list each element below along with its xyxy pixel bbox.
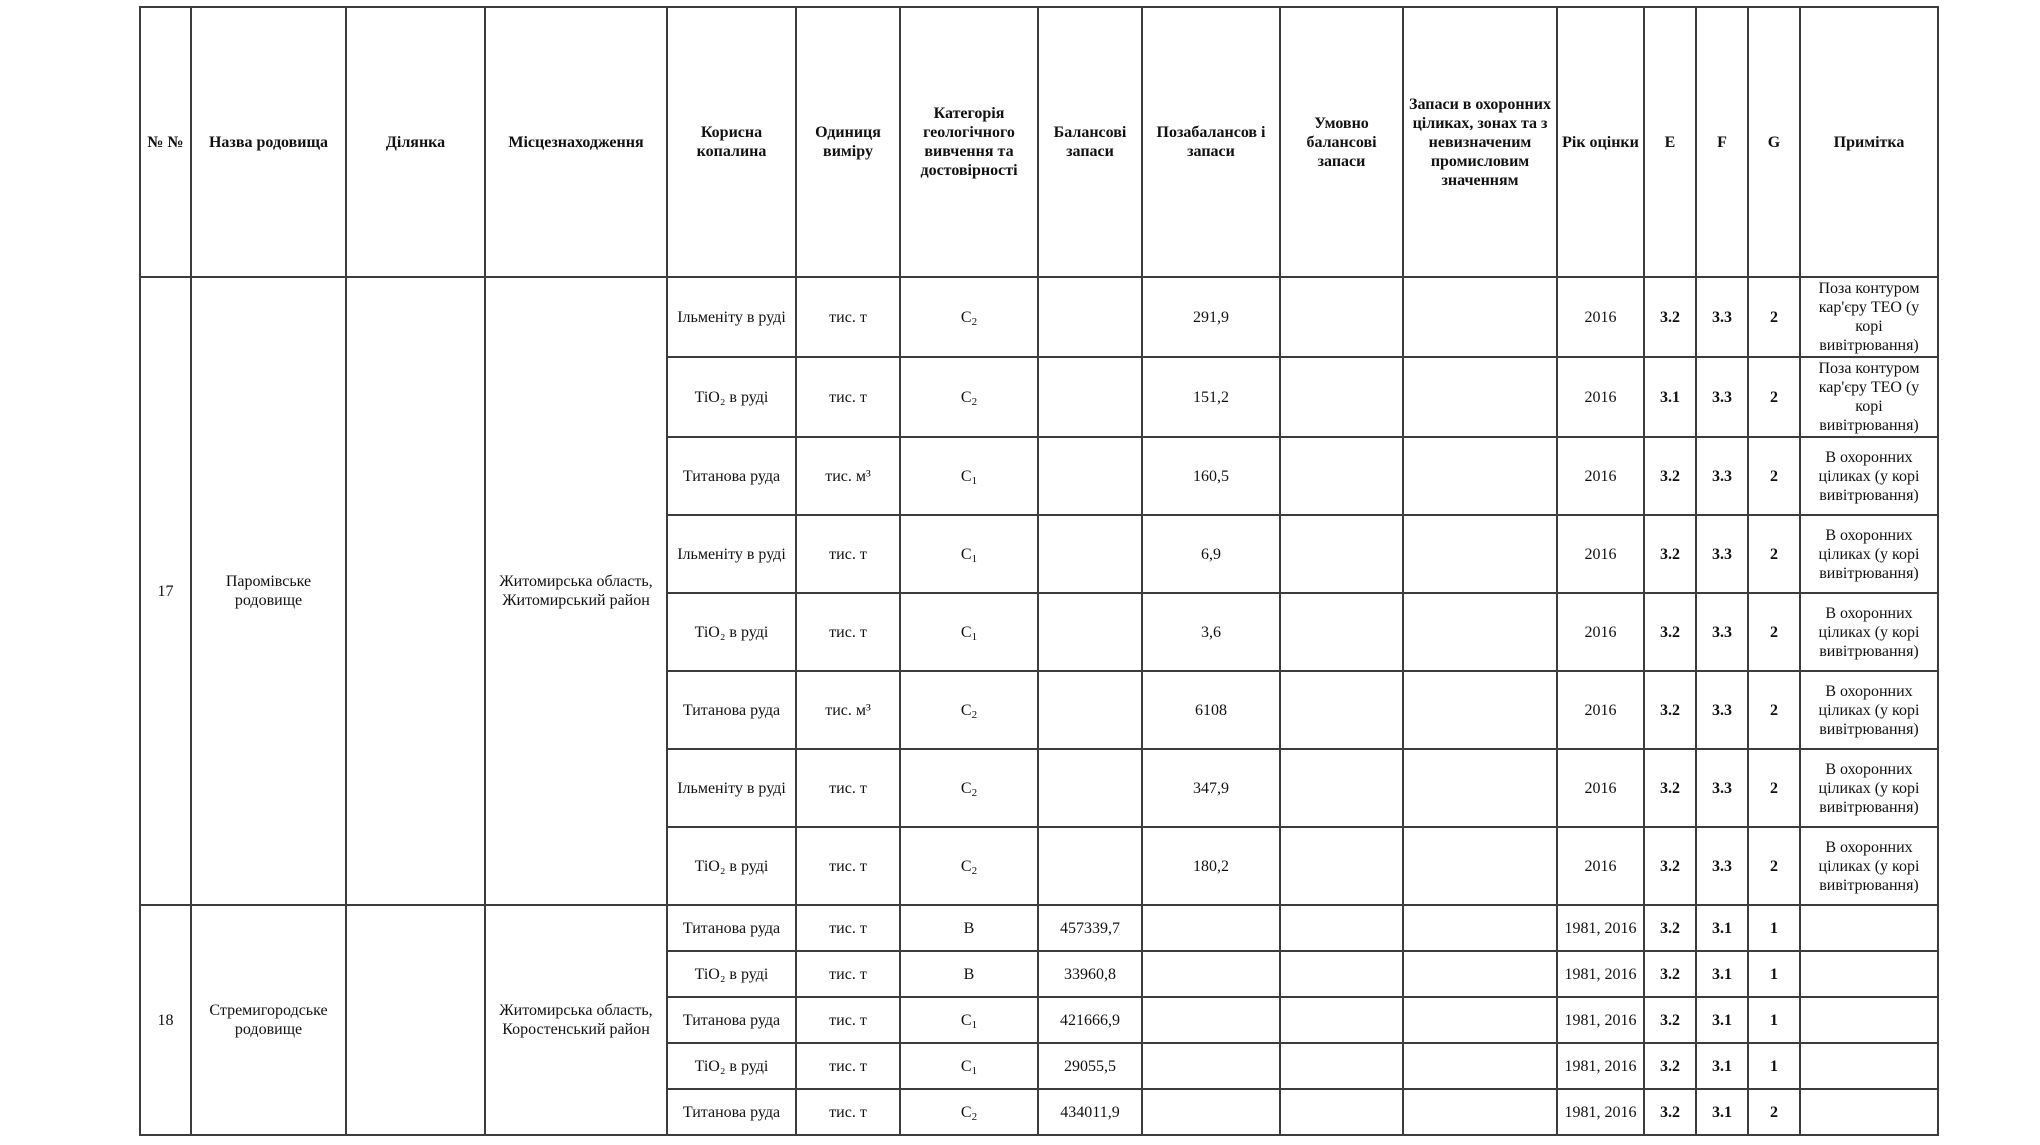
protected-cell <box>1403 905 1557 951</box>
header-unit: Одиниця виміру <box>796 7 900 277</box>
mineral-cell: Титанова руда <box>667 671 796 749</box>
category-letter: C <box>960 1103 972 1121</box>
e-cell: 3.2 <box>1644 951 1696 997</box>
reserves-table <box>139 6 1939 1136</box>
deposit-section <box>346 277 485 905</box>
mineral-cell: Титанова руда <box>667 905 796 951</box>
year-cell: 2016 <box>1557 515 1644 593</box>
g-cell: 2 <box>1748 515 1800 593</box>
e-cell: 3.2 <box>1644 749 1696 827</box>
header-mineral: Корисна копалина <box>667 7 796 277</box>
category-index: 2 <box>971 708 978 721</box>
off-balance-cell: 347,9 <box>1142 749 1280 827</box>
deposit-number: 17 <box>140 277 191 905</box>
protected-cell <box>1403 827 1557 905</box>
unit-cell: тис. т <box>796 593 900 671</box>
table-header <box>140 7 1938 277</box>
note-cell <box>1800 997 1938 1043</box>
note-cell <box>1800 1043 1938 1089</box>
g-cell: 1 <box>1748 997 1800 1043</box>
e-cell: 3.1 <box>1644 357 1696 437</box>
f-cell: 3.1 <box>1696 951 1748 997</box>
off-balance-cell: 180,2 <box>1142 827 1280 905</box>
off-balance-cell: 160,5 <box>1142 437 1280 515</box>
year-cell: 1981, 2016 <box>1557 997 1644 1043</box>
category-letter: B <box>963 965 975 983</box>
year-cell: 1981, 2016 <box>1557 1043 1644 1089</box>
category-cell <box>900 593 1038 671</box>
category-cell <box>900 749 1038 827</box>
category-letter: C <box>960 779 972 797</box>
balance-cell <box>1038 277 1142 357</box>
f-cell: 3.3 <box>1696 593 1748 671</box>
off-balance-cell <box>1142 905 1280 951</box>
mineral-cell: TiO₂ в руді <box>667 827 796 905</box>
conditional-cell <box>1280 749 1403 827</box>
unit-cell: тис. т <box>796 905 900 951</box>
off-balance-cell: 291,9 <box>1142 277 1280 357</box>
protected-cell <box>1403 515 1557 593</box>
category-letter: C <box>960 1011 972 1029</box>
header-row <box>140 7 1938 277</box>
protected-cell <box>1403 277 1557 357</box>
table-body <box>140 277 1938 1135</box>
header-no: № № <box>140 7 191 277</box>
unit-cell: тис. м³ <box>796 437 900 515</box>
category-index: 2 <box>971 864 978 877</box>
f-cell: 3.1 <box>1696 905 1748 951</box>
note-cell: В охоронних ціликах (у корі вивітрювання) <box>1800 671 1938 749</box>
note-cell: Поза контуром кар'єру ТЕО (у корі вивітрювання) <box>1800 277 1938 357</box>
note-cell: В охоронних ціликах (у корі вивітрювання) <box>1800 749 1938 827</box>
off-balance-cell: 6108 <box>1142 671 1280 749</box>
table-row <box>140 905 1938 951</box>
category-cell <box>900 1089 1038 1135</box>
unit-cell: тис. т <box>796 951 900 997</box>
category-letter: C <box>960 308 972 326</box>
unit-cell: тис. т <box>796 827 900 905</box>
category-cell <box>900 905 1038 951</box>
e-cell: 3.2 <box>1644 1089 1696 1135</box>
note-cell <box>1800 951 1938 997</box>
protected-cell <box>1403 951 1557 997</box>
g-cell: 2 <box>1748 437 1800 515</box>
category-letter: C <box>960 623 972 641</box>
mineral-cell: Титанова руда <box>667 1089 796 1135</box>
category-letter: B <box>963 919 975 937</box>
deposit-location: Житомирська область, Житомирський район <box>485 277 667 905</box>
balance-cell <box>1038 515 1142 593</box>
category-cell <box>900 997 1038 1043</box>
mineral-cell: TiO₂ в руді <box>667 951 796 997</box>
category-cell <box>900 277 1038 357</box>
category-index: 2 <box>971 786 978 799</box>
year-cell: 2016 <box>1557 277 1644 357</box>
mineral-cell: Титанова руда <box>667 437 796 515</box>
conditional-cell <box>1280 671 1403 749</box>
conditional-cell <box>1280 827 1403 905</box>
header-balance: Балансові запаси <box>1038 7 1142 277</box>
category-letter: C <box>960 467 972 485</box>
balance-cell <box>1038 827 1142 905</box>
protected-cell <box>1403 357 1557 437</box>
e-cell: 3.2 <box>1644 905 1696 951</box>
header-g: G <box>1748 7 1800 277</box>
protected-cell <box>1403 1089 1557 1135</box>
balance-cell <box>1038 437 1142 515</box>
g-cell: 2 <box>1748 1089 1800 1135</box>
e-cell: 3.2 <box>1644 515 1696 593</box>
deposit-name: Стремигородське родовище <box>191 905 346 1135</box>
f-cell: 3.3 <box>1696 515 1748 593</box>
header-f: F <box>1696 7 1748 277</box>
f-cell: 3.3 <box>1696 277 1748 357</box>
conditional-cell <box>1280 905 1403 951</box>
note-cell: В охоронних ціликах (у корі вивітрювання) <box>1800 515 1938 593</box>
f-cell: 3.1 <box>1696 997 1748 1043</box>
year-cell: 2016 <box>1557 749 1644 827</box>
mineral-cell: Ільменіту в руді <box>667 515 796 593</box>
conditional-cell <box>1280 515 1403 593</box>
unit-cell: тис. т <box>796 749 900 827</box>
category-cell <box>900 671 1038 749</box>
mineral-cell: Титанова руда <box>667 997 796 1043</box>
category-cell <box>900 357 1038 437</box>
year-cell: 2016 <box>1557 827 1644 905</box>
g-cell: 1 <box>1748 905 1800 951</box>
conditional-cell <box>1280 1089 1403 1135</box>
balance-cell: 434011,9 <box>1038 1089 1142 1135</box>
deposit-location: Житомирська область, Коростенський район <box>485 905 667 1135</box>
protected-cell <box>1403 671 1557 749</box>
header-location: Місцезнаходження <box>485 7 667 277</box>
e-cell: 3.2 <box>1644 827 1696 905</box>
g-cell: 2 <box>1748 277 1800 357</box>
conditional-cell <box>1280 437 1403 515</box>
balance-cell <box>1038 593 1142 671</box>
category-index: 1 <box>971 630 978 643</box>
off-balance-cell: 6,9 <box>1142 515 1280 593</box>
g-cell: 2 <box>1748 671 1800 749</box>
balance-cell <box>1038 357 1142 437</box>
note-cell <box>1800 905 1938 951</box>
note-cell: В охоронних ціликах (у корі вивітрювання) <box>1800 827 1938 905</box>
year-cell: 2016 <box>1557 593 1644 671</box>
unit-cell: тис. т <box>796 997 900 1043</box>
g-cell: 1 <box>1748 1043 1800 1089</box>
off-balance-cell <box>1142 951 1280 997</box>
deposit-name: Паромівське родовище <box>191 277 346 905</box>
balance-cell <box>1038 749 1142 827</box>
header-section: Ділянка <box>346 7 485 277</box>
header-conditional: Умовно балансові запаси <box>1280 7 1403 277</box>
off-balance-cell <box>1142 997 1280 1043</box>
category-index: 2 <box>971 395 978 408</box>
off-balance-cell <box>1142 1089 1280 1135</box>
protected-cell <box>1403 593 1557 671</box>
protected-cell <box>1403 437 1557 515</box>
note-cell <box>1800 1089 1938 1135</box>
e-cell: 3.2 <box>1644 437 1696 515</box>
category-letter: C <box>960 545 972 563</box>
category-letter: C <box>960 1057 972 1075</box>
balance-cell: 29055,5 <box>1038 1043 1142 1089</box>
unit-cell: тис. т <box>796 515 900 593</box>
header-e: E <box>1644 7 1696 277</box>
unit-cell: тис. т <box>796 357 900 437</box>
unit-cell: тис. т <box>796 277 900 357</box>
category-index: 1 <box>971 1064 978 1077</box>
category-cell <box>900 951 1038 997</box>
g-cell: 2 <box>1748 749 1800 827</box>
balance-cell: 33960,8 <box>1038 951 1142 997</box>
category-index: 1 <box>971 552 978 565</box>
mineral-cell: TiO₂ в руді <box>667 1043 796 1089</box>
table-row <box>140 277 1938 357</box>
year-cell: 1981, 2016 <box>1557 951 1644 997</box>
g-cell: 2 <box>1748 827 1800 905</box>
e-cell: 3.2 <box>1644 997 1696 1043</box>
category-letter: C <box>960 388 972 406</box>
e-cell: 3.2 <box>1644 1043 1696 1089</box>
conditional-cell <box>1280 1043 1403 1089</box>
category-index: 2 <box>971 1110 978 1123</box>
category-cell <box>900 827 1038 905</box>
g-cell: 2 <box>1748 357 1800 437</box>
year-cell: 1981, 2016 <box>1557 905 1644 951</box>
category-index: 1 <box>971 474 978 487</box>
balance-cell: 457339,7 <box>1038 905 1142 951</box>
balance-cell: 421666,9 <box>1038 997 1142 1043</box>
category-letter: C <box>960 857 972 875</box>
category-cell <box>900 437 1038 515</box>
note-cell: В охоронних ціликах (у корі вивітрювання) <box>1800 593 1938 671</box>
year-cell: 1981, 2016 <box>1557 1089 1644 1135</box>
year-cell: 2016 <box>1557 671 1644 749</box>
off-balance-cell <box>1142 1043 1280 1089</box>
note-cell: Поза контуром кар'єру ТЕО (у корі вивітрювання) <box>1800 357 1938 437</box>
header-category: Категорія геологічного вивчення та достовірності <box>900 7 1038 277</box>
unit-cell: тис. т <box>796 1089 900 1135</box>
header-protected: Запаси в охоронних ціликах, зонах та з невизначеним промисловим значенням <box>1403 7 1557 277</box>
g-cell: 1 <box>1748 951 1800 997</box>
conditional-cell <box>1280 357 1403 437</box>
category-letter: C <box>960 701 972 719</box>
protected-cell <box>1403 997 1557 1043</box>
conditional-cell <box>1280 277 1403 357</box>
mineral-cell: TiO₂ в руді <box>667 357 796 437</box>
header-note: Примітка <box>1800 7 1938 277</box>
e-cell: 3.2 <box>1644 671 1696 749</box>
f-cell: 3.3 <box>1696 671 1748 749</box>
unit-cell: тис. т <box>796 1043 900 1089</box>
conditional-cell <box>1280 997 1403 1043</box>
mineral-cell: Ільменіту в руді <box>667 277 796 357</box>
conditional-cell <box>1280 951 1403 997</box>
header-year: Рік оцінки <box>1557 7 1644 277</box>
header-deposit-name: Назва родовища <box>191 7 346 277</box>
mineral-cell: Ільменіту в руді <box>667 749 796 827</box>
e-cell: 3.2 <box>1644 277 1696 357</box>
year-cell: 2016 <box>1557 357 1644 437</box>
off-balance-cell: 151,2 <box>1142 357 1280 437</box>
f-cell: 3.3 <box>1696 749 1748 827</box>
conditional-cell <box>1280 593 1403 671</box>
deposit-number: 18 <box>140 905 191 1135</box>
f-cell: 3.3 <box>1696 827 1748 905</box>
protected-cell <box>1403 749 1557 827</box>
deposit-section <box>346 905 485 1135</box>
category-cell <box>900 1043 1038 1089</box>
e-cell: 3.2 <box>1644 593 1696 671</box>
category-cell <box>900 515 1038 593</box>
unit-cell: тис. м³ <box>796 671 900 749</box>
year-cell: 2016 <box>1557 437 1644 515</box>
category-index: 1 <box>971 1018 978 1031</box>
note-cell: В охоронних ціликах (у корі вивітрювання) <box>1800 437 1938 515</box>
f-cell: 3.3 <box>1696 437 1748 515</box>
protected-cell <box>1403 1043 1557 1089</box>
f-cell: 3.1 <box>1696 1043 1748 1089</box>
g-cell: 2 <box>1748 593 1800 671</box>
off-balance-cell: 3,6 <box>1142 593 1280 671</box>
mineral-cell: TiO₂ в руді <box>667 593 796 671</box>
category-index: 2 <box>971 315 978 328</box>
f-cell: 3.3 <box>1696 357 1748 437</box>
f-cell: 3.1 <box>1696 1089 1748 1135</box>
header-off-balance: Позабалансов і запаси <box>1142 7 1280 277</box>
balance-cell <box>1038 671 1142 749</box>
